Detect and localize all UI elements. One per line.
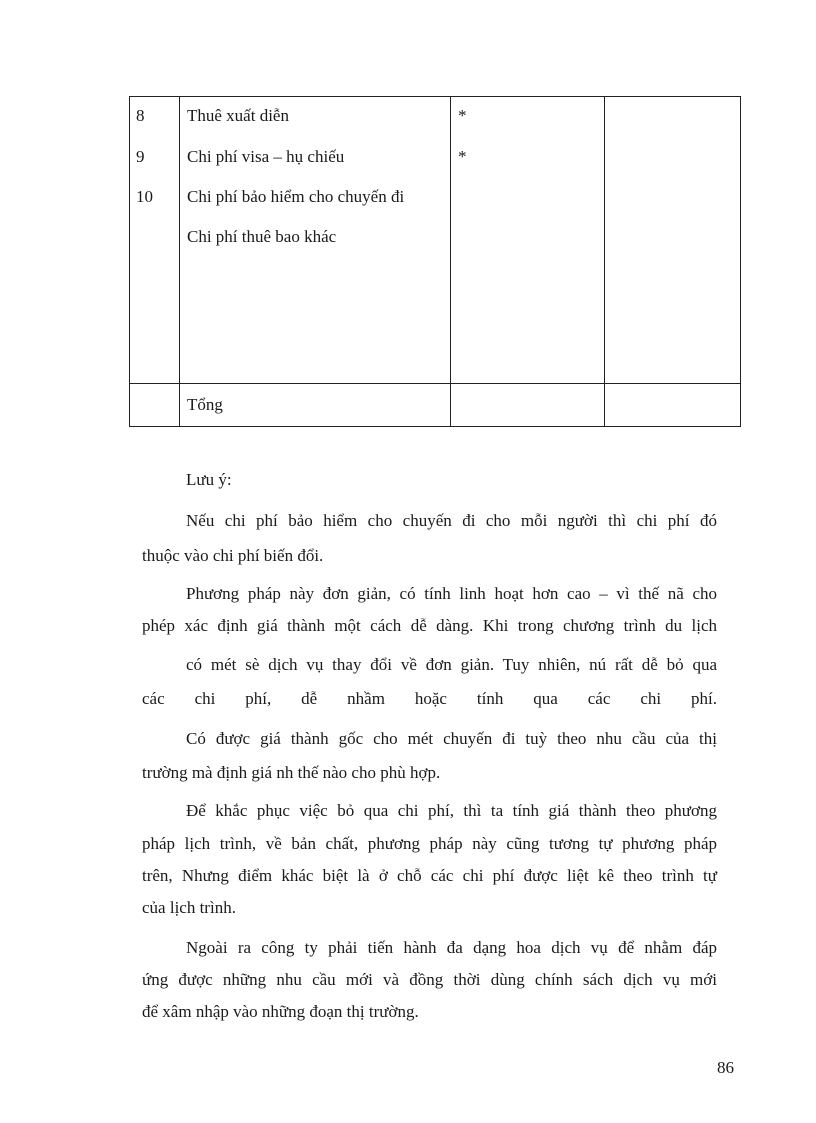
paragraph-line: Ngoài ra công ty phải tiến hành đa dạng hoa dịch vụ để nhằm đáp (186, 938, 717, 957)
table-border (129, 96, 741, 427)
row-number: 8 (136, 106, 145, 125)
paragraph-line: của lịch trình. (142, 898, 236, 917)
cost-table (129, 96, 741, 427)
row-item: Chi phí bảo hiểm cho chuyến đi (187, 187, 405, 206)
paragraph-line: Để khắc phục việc bỏ qua chi phí, thì ta tính giá thành theo phương (186, 801, 717, 820)
table-divider (179, 96, 180, 427)
row-mark: * (458, 147, 467, 166)
paragraph-line: có mét sè dịch vụ thay đổi về đơn giản. Tuy nhiên, nú rất dễ bỏ qua (186, 655, 717, 674)
paragraph-line: thuộc vào chi phí biến đổi. (142, 546, 324, 565)
paragraph-line: để xâm nhập vào những đoạn thị trường. (142, 1002, 419, 1021)
table-divider (129, 383, 741, 384)
table-divider (604, 96, 605, 427)
paragraph-line: ứng được những nhu cầu mới và đồng thời dùng chính sách dịch vụ mới (142, 970, 717, 989)
page-number: 86 (717, 1058, 734, 1077)
row-mark: * (458, 106, 467, 125)
row-number: 10 (136, 187, 153, 206)
paragraph-line: Nếu chi phí bảo hiểm cho chuyến đi cho mỗi người thì chi phí đó (186, 511, 717, 530)
table-divider (450, 96, 451, 427)
row-item: Chi phí visa – hụ chiếu (187, 147, 345, 166)
paragraph-line: phép xác định giá thành một cách dễ dàng. Khi trong chương trình du lịch (142, 616, 717, 635)
note-heading: Lưu ý: (186, 470, 232, 489)
paragraph-line: trường mà định giá nh thế nào cho phù hợp. (142, 763, 441, 782)
row-item: Chi phí thuê bao khác (187, 227, 337, 246)
row-number: 9 (136, 147, 145, 166)
paragraph-line: trên, Nhưng điểm khác biệt là ở chỗ các chi phí được liệt kê theo trình tự (142, 866, 717, 885)
row-item: Thuê xuất diễn (187, 106, 289, 125)
total-label: Tổng (187, 395, 223, 414)
paragraph-line: Có được giá thành gốc cho mét chuyến đi tuỳ theo nhu cầu của thị (186, 729, 717, 748)
paragraph-line: pháp lịch trình, về bản chất, phương pháp này cũng tương tự phương pháp (142, 834, 717, 853)
paragraph-line: các chi phí, dễ nhầm hoặc tính qua các chi phí. (142, 689, 717, 708)
paragraph-line: Phương pháp này đơn giản, có tính linh hoạt hơn cao – vì thế nã cho (186, 584, 717, 603)
